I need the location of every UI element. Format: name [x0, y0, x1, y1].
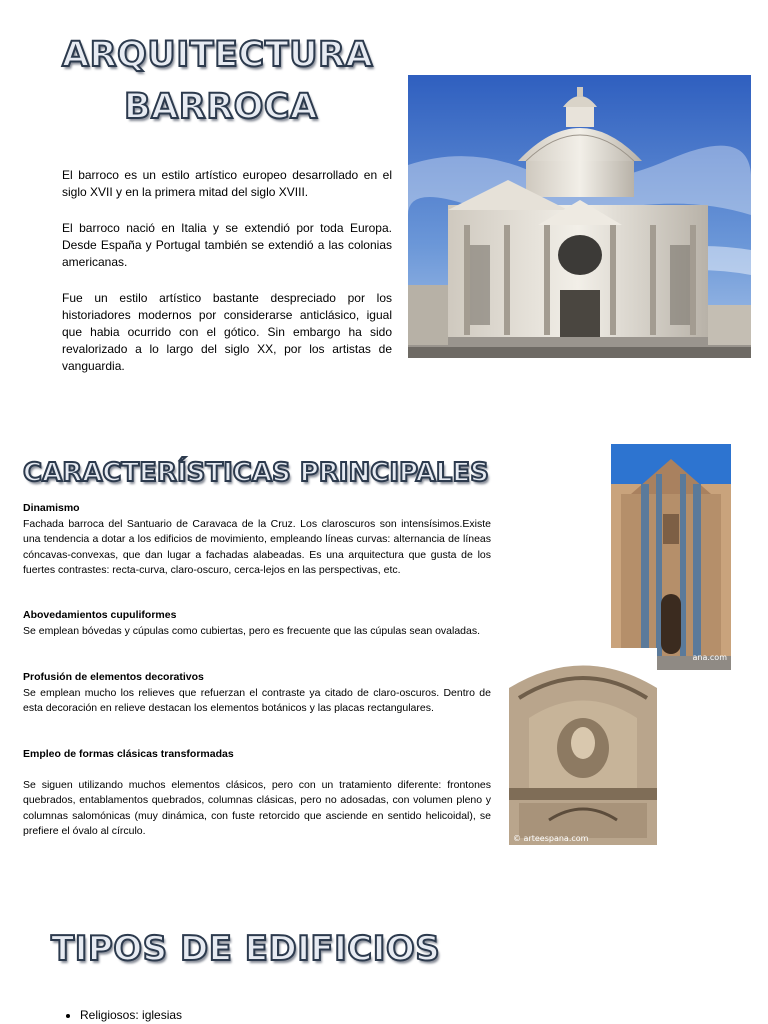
list-item: • Religiosos: iglesias: [80, 1008, 182, 1022]
caravaca-facade-photo: [611, 444, 731, 670]
characteristic-text: Se emplean mucho los relieves que refuerzan el contraste ya citado de claro-oscuros. Dentro de esta decoración en relieve destacan los elementos botánicos y las placas rectangulares.: [23, 686, 491, 714]
characteristics-heading: CARACTERÍSTICAS PRINCIPALES: [23, 458, 489, 488]
intro-paragraph-3: Fue un estilo artístico bastante despreciado por los historiadores modernos por considerarse anticlásico, igual que habia ocurrido con el gótico. Sin embargo ha sido revalorizado a lo largo del siglo XX, por los artistas de vanguardia.: [62, 291, 392, 373]
characteristic-domes: [23, 608, 491, 639]
page-title: [62, 35, 374, 75]
characteristic-title: Dinamismo: [23, 502, 80, 514]
characteristic-text: Se siguen utilizando muchos elementos clásicos, pero con un tratamiento diferente: frontones quebrados, entablamentos quebrados, columnas clásicas, pero no adosadas, con volumen pleno y columnas salomónicas (muy dinámica, con fuste retorcido que asciende en sentido helicoidal), se prefiere el óvalo al círculo.: [23, 778, 491, 837]
building-types-heading: TIPOS DE EDIFICIOS: [51, 929, 441, 969]
characteristic-dynamism: [23, 501, 491, 579]
characteristic-classical-forms: [23, 747, 491, 840]
characteristic-text: Se emplean bóvedas y cúpulas como cubiertas, pero es frecuente que las cúpulas sean ovaladas.: [23, 624, 481, 637]
intro-paragraph-1: El barroco es un estilo artístico europeo desarrollado en el siglo XVII y en la primera mitad del siglo XVIII.: [62, 168, 392, 199]
intro-paragraph-2: El barroco nació en Italia y se extendió por toda Europa. Desde España y Portugal también se extendió a las colonias americanas.: [62, 221, 392, 269]
baroque-relief-photo: [509, 648, 657, 845]
characteristic-decoration: [23, 670, 491, 717]
photo-watermark: ana.com: [692, 653, 727, 662]
photo-watermark: © arteespana.com: [513, 834, 589, 843]
page-title-line-2: [124, 87, 318, 127]
title-line-1: ARQUITECTURA: [62, 35, 374, 75]
characteristic-title: Abovedamientos cupuliformes: [23, 609, 177, 621]
building-types-list: [62, 1008, 182, 1022]
title-line-2: BARROCA: [124, 87, 318, 127]
characteristic-title: Profusión de elementos decorativos: [23, 671, 204, 683]
baroque-church-photo: [408, 75, 751, 358]
characteristic-text: Fachada barroca del Santuario de Caravaca de la Cruz. Los claroscuros son intensísimos.Existe una tendencia a dotar a los edificios de movimiento, empleando líneas curvas: alternancia de líneas cóncavas-convexas, que dan lugar a fachadas alabeadas. Es una arquitectura que gusta de los fuertes contrastes: recta-curva, claro-oscuro, cerca-lejos en las perspectivas, etc.: [23, 517, 491, 576]
characteristic-title: Empleo de formas clásicas transformadas: [23, 748, 234, 760]
